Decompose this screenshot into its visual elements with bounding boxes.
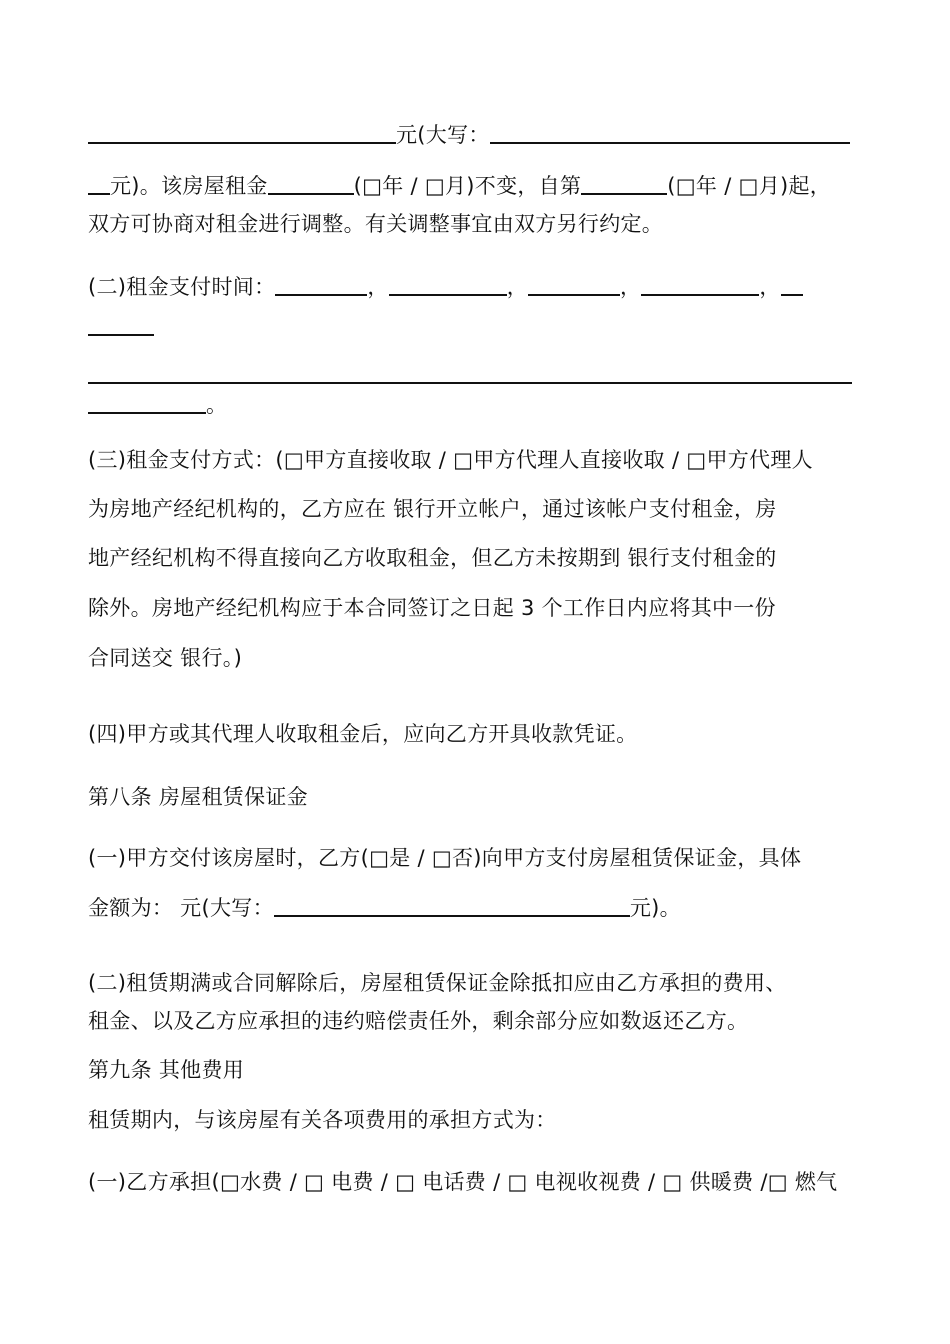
paragraph-line: (一)甲方交付该房屋时，乙方(□是 / □否)向甲方支付房屋租赁保证金，具体 — [88, 846, 802, 870]
article-heading: 第八条 房屋租赁保证金 — [88, 785, 308, 809]
text-segment: 金额为： 元(大写： — [88, 896, 274, 920]
rent-period-blank[interactable] — [268, 175, 354, 195]
text-segment: 元(大写： — [396, 123, 490, 147]
paragraph-line: 除外。房地产经纪机构应于本合同签订之日起 3 个工作日内应将其中一份 — [88, 596, 776, 620]
text-segment: (□年 / □月)不变，自第 — [353, 174, 582, 198]
comma: ， — [506, 275, 529, 299]
paragraph-line: 地产经纪机构不得直接向乙方收取租金，但乙方未按期到 银行支付租金的 — [88, 546, 777, 570]
payment-time-blank-1[interactable] — [275, 276, 367, 296]
rent-amount-capital-blank-cont[interactable] — [88, 175, 110, 195]
paragraph-line: (一)乙方承担(□水费 / □ 电费 / □ 电话费 / □ 电视收视费 / □ 供暖费 /□ 燃气 — [88, 1170, 838, 1194]
deposit-capital-blank[interactable] — [274, 897, 630, 917]
payment-time-line — [88, 272, 803, 302]
long-blank-cont[interactable] — [88, 394, 206, 414]
long-blank-line — [88, 360, 852, 390]
comma: ， — [367, 275, 389, 299]
deposit-amount-line — [88, 893, 681, 923]
comma: ， — [620, 275, 642, 299]
comma: ， — [759, 275, 781, 299]
paragraph-line: 为房地产经纪机构的，乙方应在 银行开立帐户，通过该帐户支付租金，房 — [88, 497, 777, 521]
rent-start-blank[interactable] — [581, 175, 667, 195]
payment-time-blank-4[interactable] — [641, 276, 759, 296]
long-blank-end-line — [88, 390, 227, 420]
payment-time-blank-3[interactable] — [528, 276, 620, 296]
text-segment: (□年 / □月)起， — [667, 174, 832, 198]
paragraph-line: 租赁期内，与该房屋有关各项费用的承担方式为： — [88, 1108, 557, 1132]
payment-time-blank-5-cont[interactable] — [88, 316, 154, 336]
paragraph-line: (三)租金支付方式：(□甲方直接收取 / □甲方代理人直接收取 / □甲方代理人 — [88, 448, 813, 472]
text-segment: 元)。该房屋租金 — [110, 174, 268, 198]
paragraph-line: (二)租赁期满或合同解除后，房屋租赁保证金除抵扣应由乙方承担的费用、 — [88, 971, 787, 995]
payment-time-blank-2[interactable] — [389, 276, 507, 296]
paragraph-line: 双方可协商对租金进行调整。有关调整事宜由双方另行约定。 — [88, 212, 664, 236]
payment-time-blank-5[interactable] — [781, 276, 803, 296]
rent-amount-blank[interactable] — [88, 124, 396, 144]
rent-fixed-line — [88, 171, 831, 201]
long-blank[interactable] — [88, 364, 852, 384]
period: 。 — [206, 393, 228, 417]
text-segment: (二)租金支付时间： — [88, 275, 276, 299]
rent-amount-line — [88, 120, 850, 150]
paragraph-line: 租金、以及乙方应承担的违约赔偿责任外，剩余部分应如数返还乙方。 — [88, 1009, 749, 1033]
rent-amount-capital-blank[interactable] — [490, 124, 850, 144]
payment-time-cont-line — [88, 312, 154, 342]
paragraph-line: (四)甲方或其代理人收取租金后，应向乙方开具收款凭证。 — [88, 722, 638, 746]
text-segment: 元)。 — [629, 896, 681, 920]
article-heading: 第九条 其他费用 — [88, 1058, 245, 1082]
paragraph-line: 合同送交 银行。) — [88, 646, 243, 670]
